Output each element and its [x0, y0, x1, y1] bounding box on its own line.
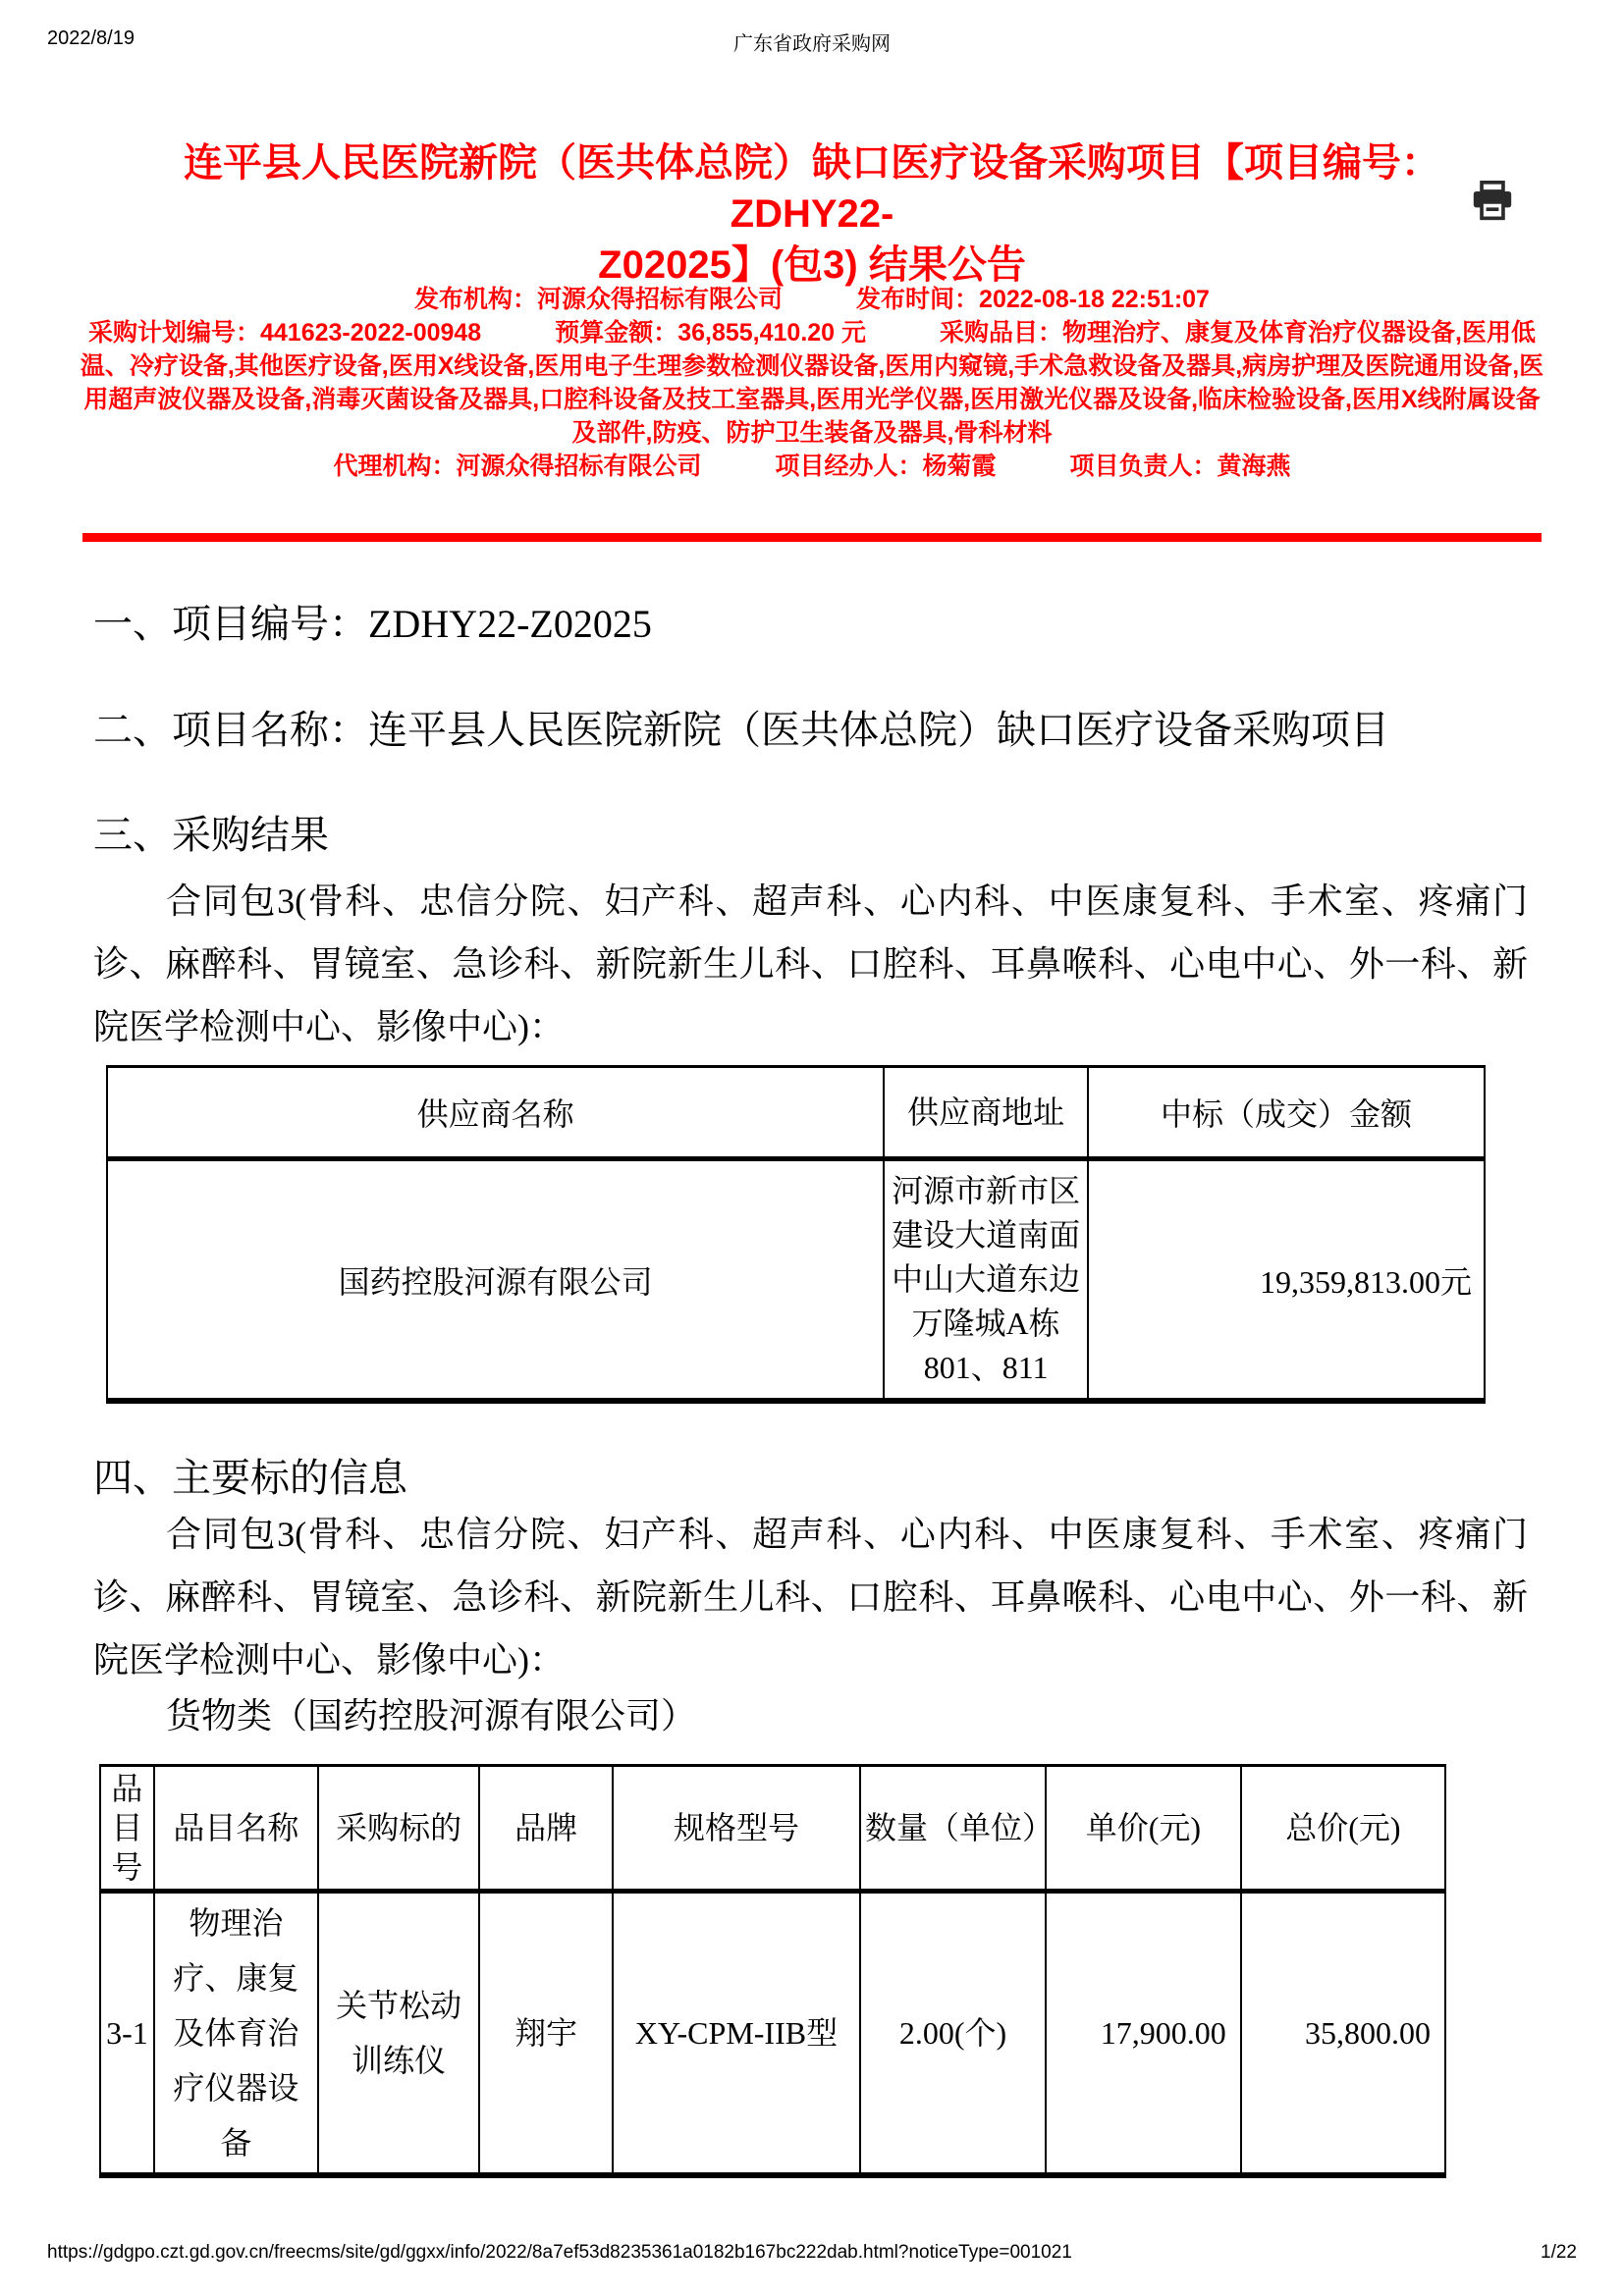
quantity-unit-header: 数量（单位） — [860, 1766, 1046, 1892]
announcement-meta — [77, 283, 1547, 483]
total-price-header: 总价(元) — [1241, 1766, 1445, 1892]
site-name: 广东省政府采购网 — [733, 33, 891, 55]
announcement-title — [106, 137, 1518, 291]
meta-plan-budget-items: 采购计划编号：441623-2022-00948 预算金额：36,855,410.20 元 采购品目：物理治疗、康复及体育治疗仪器设备,医用低温、冷疗设备,其他医疗设备,医用X线设备,医用电子生理参数检测仪器设备,医用内窥镜,手术急救设备及器具,病房护理及医院通用设备,医用超声波仪器及设备,消毒灭菌设备及器具,口腔科设备及技工室器具,医用光学仪器,医用激光仪器及设备,临床检验设备,医用X线附属设备及部件,防疫、防护卫生装备及器具,骨科材料 — [80, 319, 1544, 447]
supplier-address-header: 供应商地址 — [884, 1067, 1088, 1159]
footer-page-number: 1/22 — [1541, 2242, 1577, 2263]
items-table-header-row — [100, 1766, 1445, 1892]
goods-category-line: 货物类（国药控股河源有限公司） — [166, 1696, 697, 1735]
unit-price-cell: 17,900.00 — [1046, 1892, 1241, 2176]
award-amount-header: 中标（成交）金额 — [1088, 1067, 1485, 1159]
section-main-subject-info: 四、主要标的信息 — [93, 1456, 407, 1500]
items-table-row — [100, 1892, 1445, 2176]
supplier-address-cell: 河源市新市区建设大道南面中山大道东边万隆城A栋801、811 — [884, 1159, 1088, 1402]
procurement-target-cell: 关节松动训练仪 — [318, 1892, 479, 2176]
item-name-header: 品目名称 — [154, 1766, 318, 1892]
supplier-table — [106, 1065, 1486, 1404]
supplier-name-cell: 国药控股河源有限公司 — [107, 1159, 884, 1402]
meta-publisher-line: 发布机构：河源众得招标有限公司 发布时间：2022-08-18 22:51:07 — [414, 286, 1210, 313]
footer-url: https://gdgpo.czt.gd.gov.cn/freecms/site/gd/ggxx/info/2022/8a7ef53d8235361a0182b167bc222dab.html?noticeType=001021 — [47, 2242, 1072, 2263]
printer-icon-glyph — [1471, 181, 1514, 222]
items-table — [99, 1764, 1446, 2178]
procurement-target-header: 采购标的 — [318, 1766, 479, 1892]
print-date: 2022/8/19 — [47, 27, 135, 49]
package3-paragraph: 合同包3(骨科、忠信分院、妇产科、超声科、心内科、中医康复科、手术室、疼痛门诊、麻醉科、胃镜室、急诊科、新院新生儿科、口腔科、耳鼻喉科、心电中心、外一科、新院医学检测中心、影像中心)： — [93, 881, 1528, 1046]
supplier-name-header: 供应商名称 — [107, 1067, 884, 1159]
red-divider — [82, 533, 1542, 542]
total-price-cell: 35,800.00 — [1241, 1892, 1445, 2176]
printer-icon[interactable] — [1471, 181, 1514, 222]
supplier-table-header-row — [107, 1067, 1485, 1159]
brand-header: 品牌 — [479, 1766, 613, 1892]
print-header — [47, 27, 1577, 53]
item-name-cell: 物理治疗、康复及体育治疗仪器设备 — [154, 1892, 318, 2176]
section-project-number: 一、项目编号：ZDHY22-Z02025 — [93, 602, 652, 646]
unit-price-header: 单价(元) — [1046, 1766, 1241, 1892]
spec-model-cell: XY-CPM-IIB型 — [613, 1892, 860, 2176]
quantity-unit-cell: 2.00(个) — [860, 1892, 1046, 2176]
item-no-cell: 3-1 — [100, 1892, 154, 2176]
section-procurement-result: 三、采购结果 — [93, 813, 329, 857]
spec-model-header: 规格型号 — [613, 1766, 860, 1892]
item-no-header: 品目号 — [100, 1766, 154, 1892]
package3-paragraph-2: 合同包3(骨科、忠信分院、妇产科、超声科、心内科、中医康复科、手术室、疼痛门诊、麻醉科、胃镜室、急诊科、新院新生儿科、口腔科、耳鼻喉科、心电中心、外一科、新院医学检测中心、影像中心)： — [93, 1515, 1528, 1680]
section-project-name: 二、项目名称：连平县人民医院新院（医共体总院）缺口医疗设备采购项目 — [93, 708, 1389, 752]
meta-agency-line: 代理机构：河源众得招标有限公司 项目经办人：杨菊霞 项目负责人：黄海燕 — [333, 453, 1291, 480]
supplier-table-row — [107, 1159, 1485, 1402]
brand-cell: 翔宇 — [479, 1892, 613, 2176]
announcement-title-line2: Z02025】(包3) 结果公告 — [598, 243, 1026, 287]
award-amount-cell: 19,359,813.00元 — [1088, 1159, 1485, 1402]
print-footer — [47, 2242, 1577, 2264]
announcement-title-line1: 连平县人民医院新院（医共体总院）缺口医疗设备采购项目【项目编号：ZDHY22- — [184, 141, 1440, 236]
